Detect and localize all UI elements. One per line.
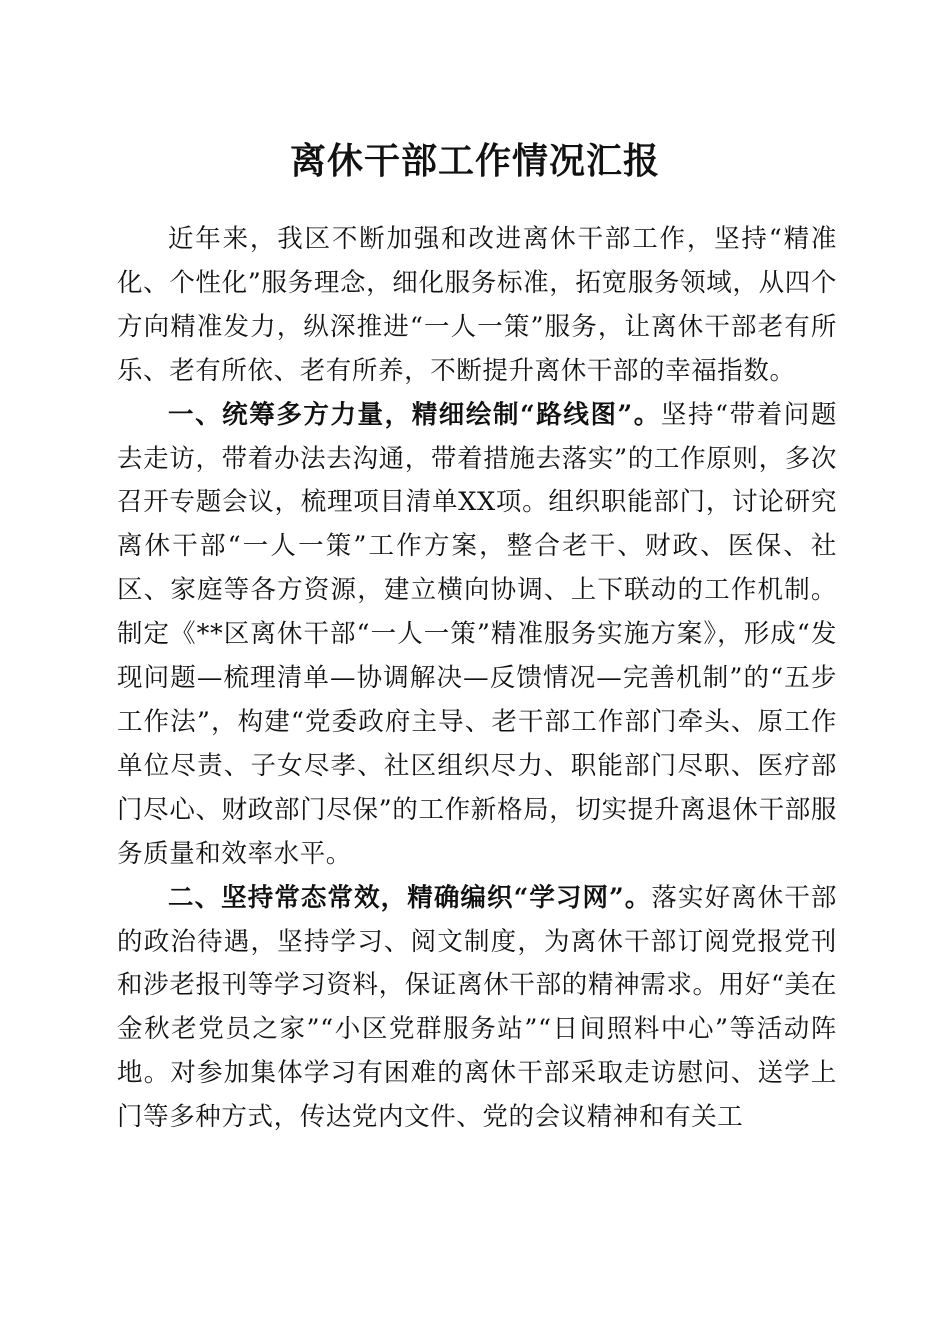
document-title: 离休干部工作情况汇报 bbox=[289, 140, 660, 182]
section-2-heading: 二、坚持常态常效，精确编织“学习网”。 bbox=[168, 882, 652, 913]
section-2-body: 落实好离休干部的政治待遇，坚持学习、阅文制度，为离休干部订阅党报党刊和涉老报刊等学习资料，保证离休干部的精神需求。用好“美在金秋老党员之家”“小区党群服务站”“日间照料中心”等活动阵地。对参加集体学习有困难的离休干部采取走访慰问、送学上门等多种方式，传达党内文件、党的会议精神和有关工 bbox=[117, 882, 837, 1133]
section-2-paragraph bbox=[117, 877, 837, 1140]
section-1-heading: 一、统筹多方力量，精细绘制“路线图”。 bbox=[168, 399, 661, 430]
section-1-body: 坚持“带着问题去走访，带着办法去沟通，带着措施去落实”的工作原则，多次召开专题会议，梳理项目清单XX项。组织职能部门，讨论研究离休干部“一人一策”工作方案，整合老干、财政、医保、社区、家庭等各方资源，建立横向协调、上下联动的工作机制。制定《**区离休干部“一人一策”精准服务实施方案》，形成“发现问题—梳理清单—协调解决—反馈情况—完善机制”的“五步工作法”，构建“党委政府主导、老干部工作部门牵头、原工作单位尽责、子女尽孝、社区组织尽力、职能部门尽职、医疗部门尽心、财政部门尽保”的工作新格局，切实提升离退休干部服务质量和效率水平。 bbox=[117, 399, 837, 869]
intro-paragraph: 近年来，我区不断加强和改进离休干部工作，坚持“精准化、个性化”服务理念，细化服务标准，拓宽服务领域，从四个方向精准发力，纵深推进“一人一策”服务，让离休干部老有所乐、老有所依、老有所养，不断提升离休干部的幸福指数。 bbox=[117, 224, 837, 386]
document-body bbox=[117, 218, 837, 1140]
section-1-paragraph bbox=[117, 394, 837, 877]
